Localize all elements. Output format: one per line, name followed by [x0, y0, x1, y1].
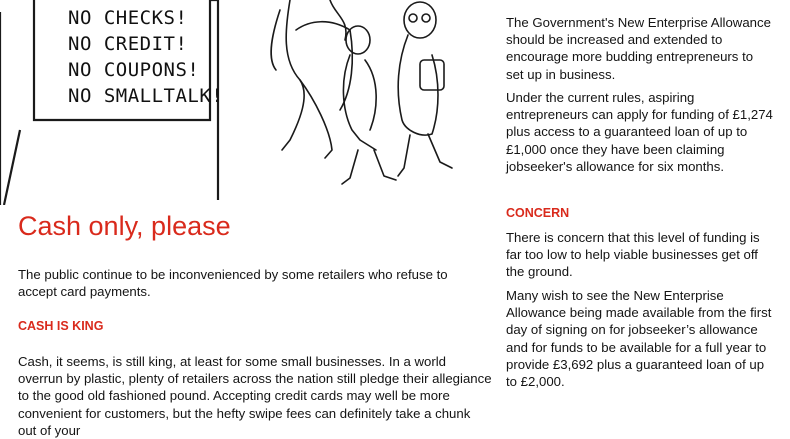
current-rules-paragraph: Under the current rules, aspiring entrepreneurs can apply for funding of £1,274 plus access to a guaranteed loan of up to £1,000 once they have been claiming jobseeker's allowance for six months. [506, 90, 773, 174]
shoppers-figures [271, 0, 452, 184]
article-title: Cash only, please [18, 211, 231, 241]
cash-body-paragraph: Cash, it seems, is still king, at least for some small businesses. In a world overrun by plastic, plenty of retailers across the nation still pledge their allegiance to the good old fashioned pound. Accepting credit cards may well be more convenient for customers, but the hefty swipe fees can definitely take a chunk out of your [18, 354, 492, 438]
concern-heading: CONCERN [506, 206, 570, 220]
intro-paragraph: The public continue to be inconvenienced by some retailers who refuse to accept card payments. [18, 267, 448, 300]
sign-line-2: NO CREDIT! [68, 33, 188, 55]
cartoon-drawing [0, 0, 478, 205]
sign-line-3: NO COUPONS! [68, 59, 200, 81]
allowance-paragraph: The Government's New Enterprise Allowance should be increased and extended to encourage more budding entrepreneurs to set up in business. [506, 15, 771, 82]
cash-is-king-heading: CASH IS KING [18, 319, 104, 333]
sign-line-1: NO CHECKS! [68, 7, 188, 29]
proposal-paragraph: Many wish to see the New Enterprise Allowance being made available from the first day of signing on for jobseeker’s allowance and for funds to be available for a full year to provide £3,692 plus a guaranteed loan of up to £2,000. [506, 288, 772, 390]
cartoon-illustration [0, 0, 478, 205]
concern-paragraph: There is concern that this level of funding is far too low to help viable businesses get off the ground. [506, 230, 760, 280]
sign-text [68, 7, 223, 107]
sign-line-4: NO SMALLTALK! [68, 85, 224, 107]
